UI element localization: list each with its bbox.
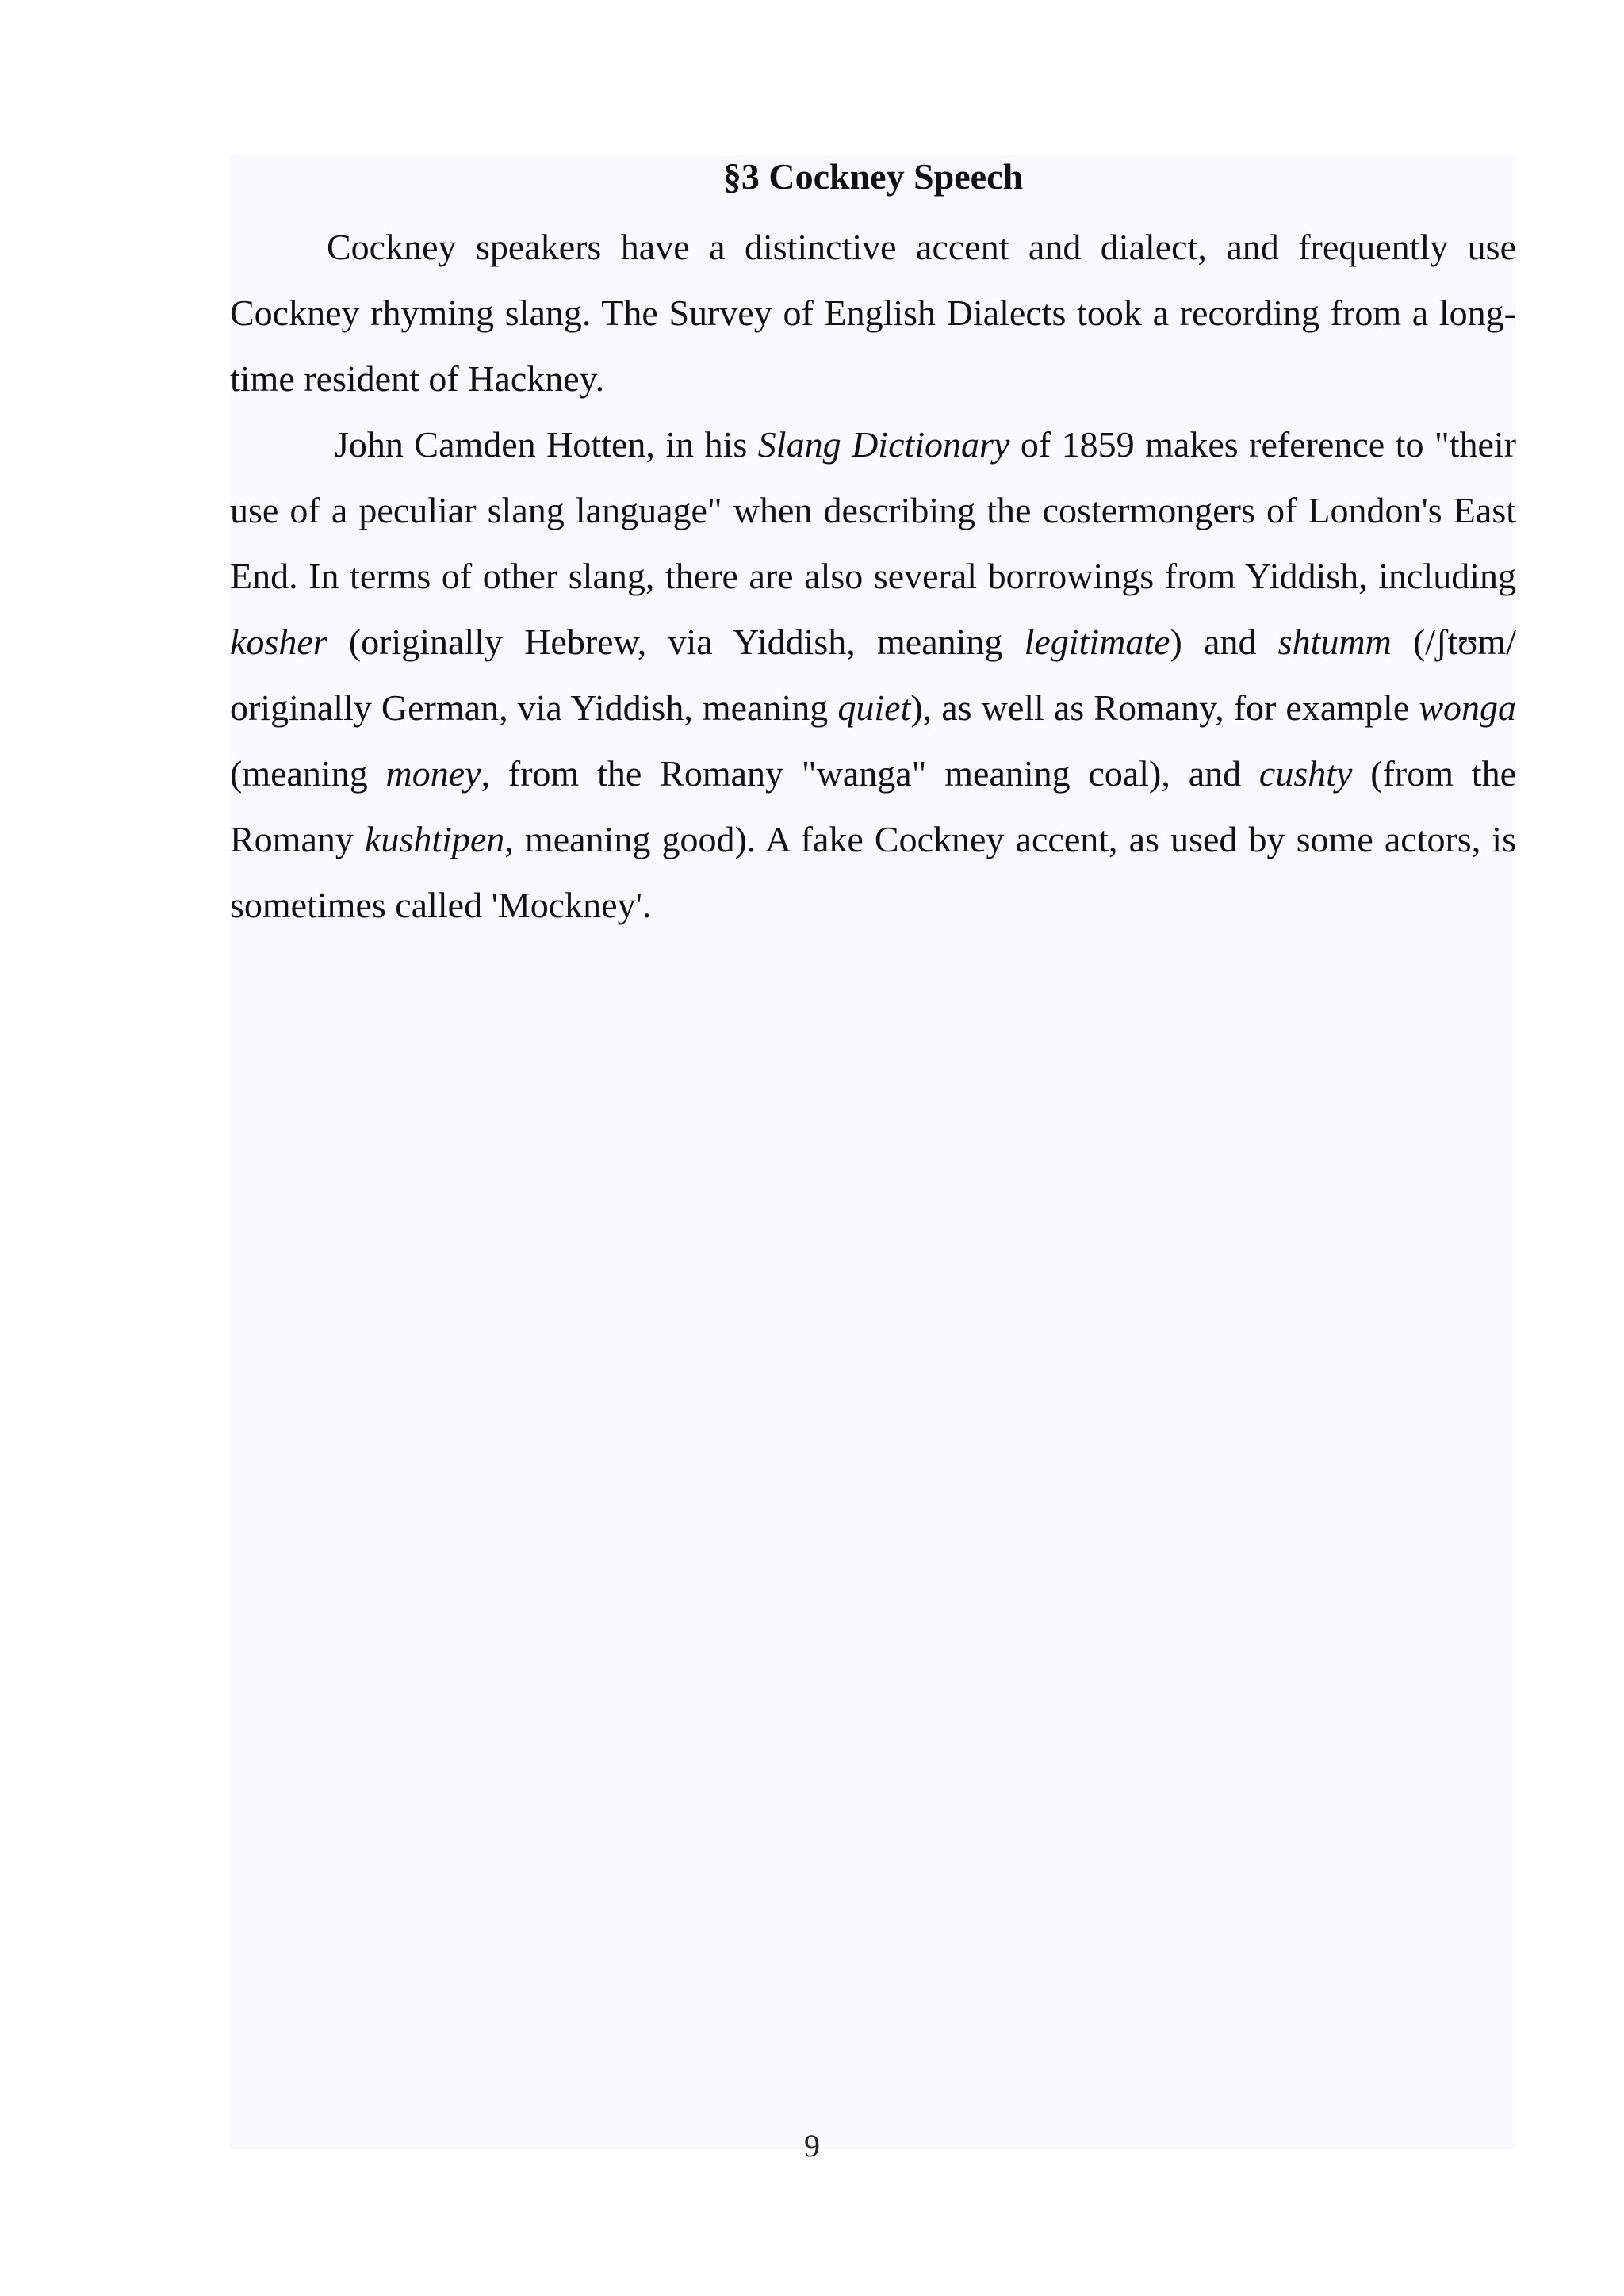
italic-term-shtumm: shtumm [1277, 622, 1392, 662]
paragraph-2-segment: (/ʃtʊm/ originally German, via Yiddish, meaning [230, 622, 1516, 728]
italic-term-wonga: wonga [1419, 687, 1516, 728]
paragraph-2-segment: (from the Romany [230, 753, 1516, 859]
italic-term-kosher: kosher [230, 622, 327, 662]
italic-term-money: money [385, 753, 481, 794]
italic-term-slang-dictionary: Slang Dictionary [757, 424, 1010, 465]
paragraph-2-segment: (originally Hebrew, via Yiddish, meaning [327, 622, 1025, 662]
paragraph-2-segment: John Camden Hotten, in his [335, 424, 758, 465]
italic-term-quiet: quiet [837, 687, 911, 728]
italic-term-kushtipen: kushtipen [365, 819, 505, 859]
paragraph-1-segment: Cockney speakers have a distinctive accent and dialect, and frequently use Cockney rhyming slang. The Survey of English Dialects took a recording from a long-time resident of Hackney. [230, 227, 1516, 399]
body-text [230, 214, 1516, 938]
paragraph-2-segment: , from the Romany "wanga" meaning coal), and [481, 753, 1259, 794]
paragraph-2-segment: ) and [1170, 622, 1278, 662]
paragraph-2-segment: , meaning good). A fake Cockney accent, as used by some actors, is sometimes called 'Mockney'. [230, 819, 1516, 925]
paragraph-1 [230, 214, 1516, 411]
paragraph-2-segment: of 1859 makes reference to "their use of a peculiar slang language" when describing the costermongers of London's East End. In terms of other slang, there are also several borrowings from Yiddish, including [230, 424, 1517, 596]
paragraph-2-segment: ), as well as Romany, for example [910, 687, 1419, 728]
section-heading: §3 Cockney Speech [722, 156, 1024, 197]
paragraph-2 [230, 411, 1516, 938]
page-number: 9 [804, 2128, 820, 2164]
paragraph-2-segment: (meaning [230, 753, 386, 794]
italic-term-legitimate: legitimate [1024, 622, 1170, 662]
italic-term-cushty: cushty [1258, 753, 1353, 794]
